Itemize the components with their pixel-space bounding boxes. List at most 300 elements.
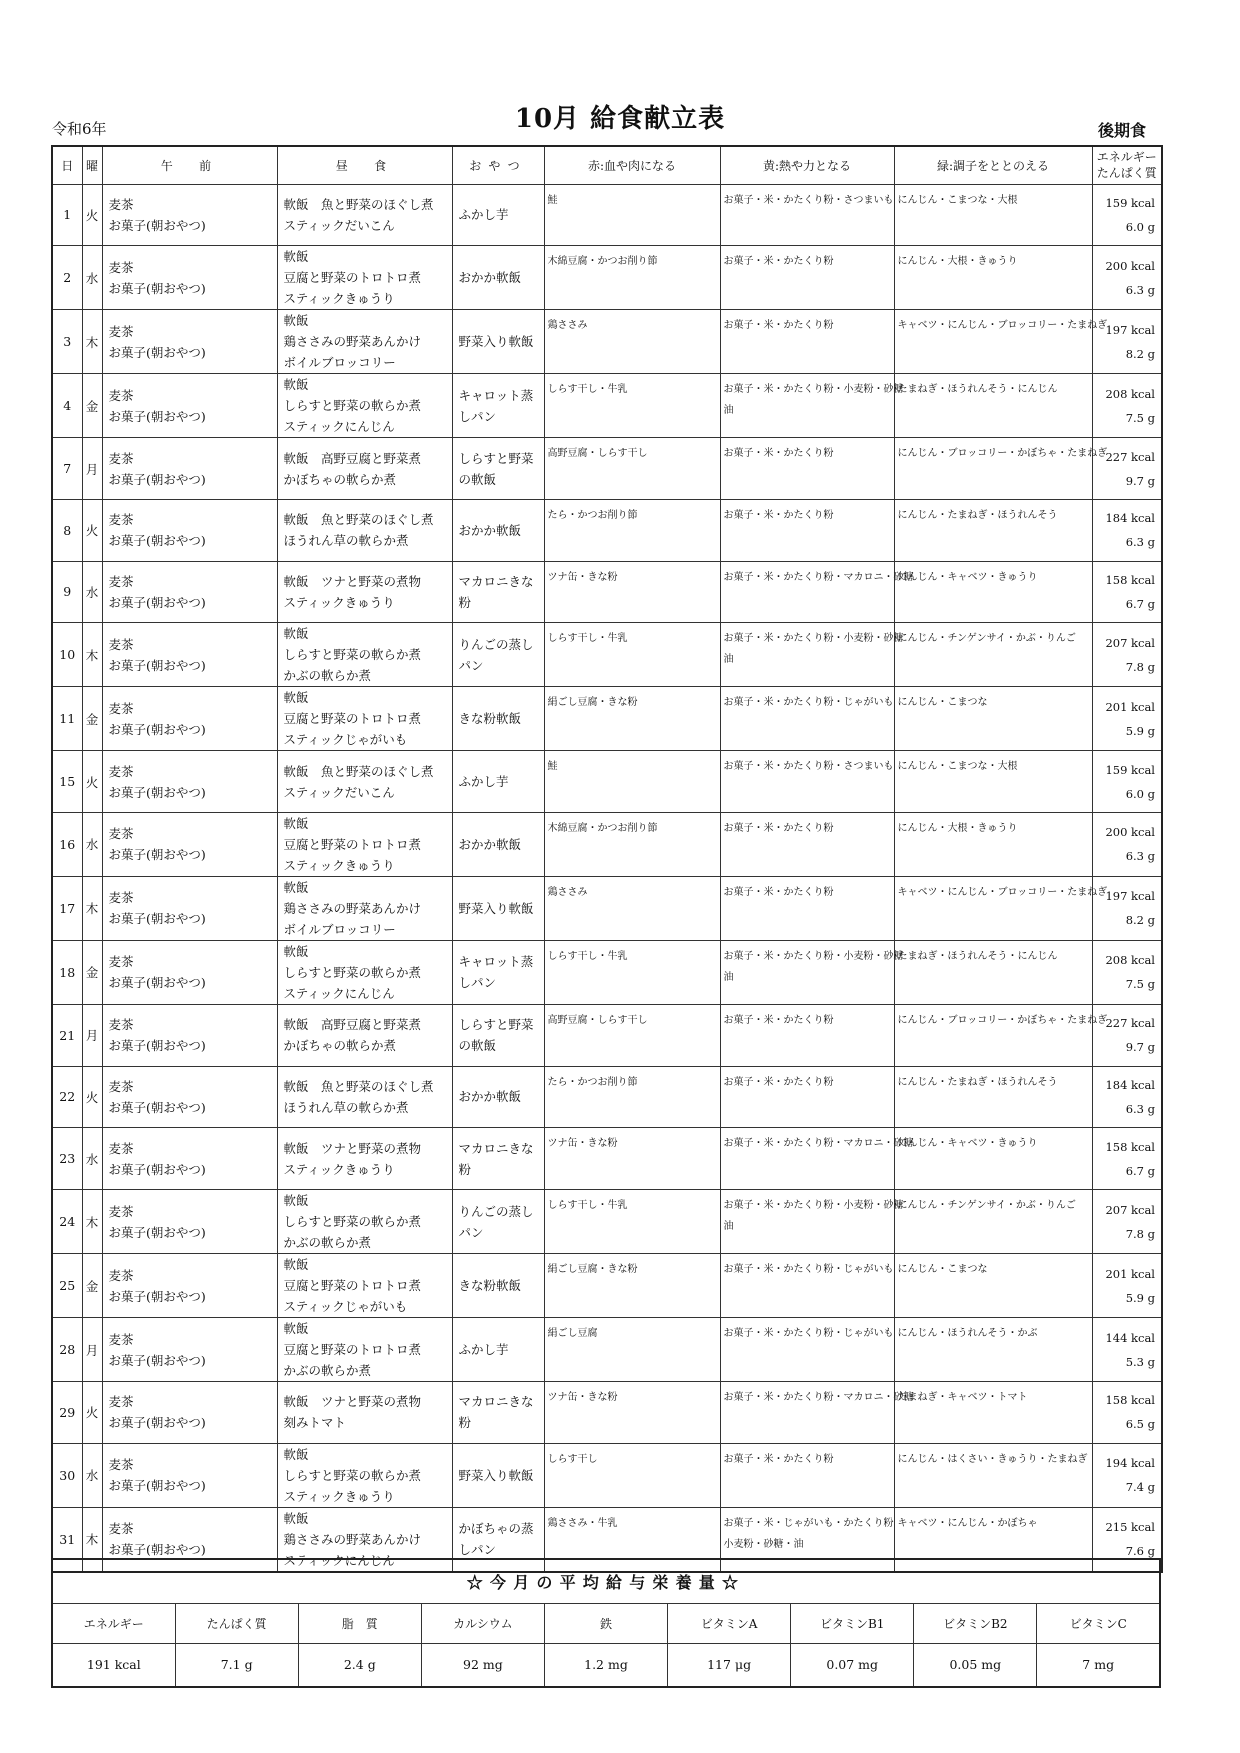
date-cell: 3 [52,310,82,374]
lunch-line: 軟飯 魚と野菜のほぐし煮 [283,1078,434,1094]
average-values-row [52,1643,1160,1687]
energy-value: 200 kcal [1105,825,1155,840]
protein-value: 6.5 g [1125,1417,1155,1432]
snack-cell: 野菜入り軟飯 [452,876,544,940]
lunch-line: 鶏ささみの野菜あんかけ [283,900,422,916]
snack-cell: ふかし芋 [452,184,544,246]
lunch-line: 軟飯 ツナと野菜の煮物 [283,1140,422,1156]
protein-value: 6.3 g [1125,849,1155,864]
date-cell: 7 [52,438,82,500]
green-group-line: にんじん・大根・きゅうり [897,822,1018,834]
energy-value: 158 kcal [1105,1393,1155,1408]
table-row [52,687,1162,751]
morning-line: 麦茶 [108,1140,134,1156]
green-group-cell [894,940,1092,1004]
morning-cell [102,751,277,813]
snack-cell: しらすと野菜の軟飯 [452,438,544,500]
green-group-line: キャベツ・にんじん・ブロッコリー・たまねぎ [897,886,1108,898]
morning-line: 麦茶 [108,450,134,466]
weekday-cell: 水 [82,812,102,876]
average-nutrition-table [51,1558,1161,1688]
morning-line: お菓子(朝おやつ) [108,1161,206,1177]
average-header: 鉄 [544,1603,667,1643]
average-value: 1.2 mg [544,1643,667,1687]
protein-value: 5.9 g [1125,723,1155,738]
yellow-group-cell [720,687,894,751]
green-group-cell [894,1128,1092,1190]
date-cell: 25 [52,1254,82,1318]
morning-line: お菓子(朝おやつ) [108,1542,206,1558]
green-group-cell [894,310,1108,374]
green-group-cell [894,1254,1092,1318]
lunch-cell [277,1318,452,1382]
green-group-line: にんじん・たまねぎ・ほうれんそう [897,1076,1058,1088]
red-group-cell [544,1382,720,1444]
yellow-group-cell [720,623,904,687]
red-group-line: 絹ごし豆腐 [547,1328,598,1339]
lunch-line: 軟飯 [283,1321,309,1336]
date-cell: 17 [52,876,82,940]
green-group-line: にんじん・こまつな・大根 [897,761,1018,773]
nutrition-cell [1092,1128,1162,1190]
energy-value: 201 kcal [1105,1266,1155,1281]
red-group-cell [544,499,720,561]
morning-cell [102,940,277,1004]
date-cell: 23 [52,1128,82,1190]
green-group-line: キャベツ・にんじん・かぼちゃ [897,1517,1038,1529]
lunch-line: かぼちゃの軟らか煮 [283,1038,397,1054]
lunch-cell [277,1443,452,1507]
nutrition-cell [1092,184,1162,246]
protein-value: 7.8 g [1125,1226,1155,1241]
protein-value: 6.0 g [1125,786,1155,801]
yellow-group-cell [720,1066,894,1128]
lunch-cell [277,1254,452,1318]
yellow-group-line: お菓子・米・かたくり粉 [723,1453,834,1465]
snack-cell: きな粉軟飯 [452,1254,544,1318]
green-group-cell [894,184,1092,246]
morning-line: お菓子(朝おやつ) [108,471,206,487]
lunch-line: 軟飯 [283,815,309,831]
yellow-group-cell [720,751,894,813]
green-group-line: にんじん・こまつな・大根 [897,194,1018,206]
red-group-cell [544,940,720,1004]
yellow-group-line: お菓子・米・かたくり粉・小麦粉・砂糖 [723,384,904,396]
yellow-group-line: お菓子・米・じゃがいも・かたくり粉 [723,1517,894,1529]
date-cell: 11 [52,687,82,751]
red-group-cell [544,1254,720,1318]
weekday-cell: 月 [82,1318,102,1382]
yellow-group-line: お菓子・米・かたくり粉・じゃがいも [723,1328,894,1339]
lunch-line: 鶏ささみの野菜あんかけ [283,1531,422,1547]
lunch-line: 鶏ささみの野菜あんかけ [283,334,422,350]
morning-line: 麦茶 [108,323,134,339]
red-group-line: 鮭 [547,194,558,206]
lunch-cell [277,687,452,751]
yellow-group-cell [720,1004,894,1066]
green-group-cell [894,876,1108,940]
menu-body [52,184,1162,1572]
red-group-cell [544,1318,720,1382]
green-group-line: たまねぎ・ほうれんそう・にんじん [897,384,1058,396]
green-group-line: にんじん・チンゲンサイ・かぶ・りんご [897,1200,1076,1211]
lunch-line: スティックじゃがいも [283,732,408,748]
snack-cell: しらすと野菜の軟飯 [452,1004,544,1066]
weekday-cell: 木 [82,623,102,687]
lunch-line: 豆腐と野菜のトロトロ煮 [283,270,422,286]
lunch-line: しらすと野菜の軟らか煮 [283,1214,422,1229]
energy-value: 208 kcal [1105,386,1155,401]
lunch-cell [277,184,452,246]
red-group-cell [544,246,720,310]
yellow-group-line: お菓子・米・かたくり粉・じゃがいも [723,1264,894,1275]
weekday-cell: 水 [82,246,102,310]
date-cell: 1 [52,184,82,246]
yellow-group-line: 小麦粉・砂糖・油 [723,1538,804,1550]
weekday-cell: 金 [82,940,102,1004]
weekday-cell: 木 [82,310,102,374]
morning-line: 麦茶 [108,890,134,906]
green-group-cell [894,1190,1092,1254]
col-dow: 曜 [82,146,102,184]
morning-cell [102,1254,277,1318]
energy-value: 197 kcal [1105,322,1155,337]
morning-cell [102,1382,277,1444]
morning-cell [102,1318,277,1382]
green-group-cell [894,687,1092,751]
morning-line: お菓子(朝おやつ) [108,533,206,549]
protein-value: 6.3 g [1125,535,1155,550]
red-group-cell [544,184,720,246]
weekday-cell: 火 [82,499,102,561]
lunch-line: 軟飯 魚と野菜のほぐし煮 [283,763,434,779]
snack-cell: りんごの蒸しパン [452,1190,544,1254]
table-row [52,499,1162,561]
lunch-cell [277,1382,452,1444]
red-group-cell [544,310,720,374]
protein-value: 7.6 g [1125,1544,1155,1559]
lunch-cell [277,623,452,687]
date-cell: 21 [52,1004,82,1066]
morning-cell [102,1443,277,1507]
yellow-group-line: お菓子・米・かたくり粉・じゃがいも [723,697,894,709]
red-group-line: たら・かつお削り節 [547,509,638,521]
table-row [52,438,1162,500]
red-group-line: たら・かつお削り節 [547,1076,638,1088]
lunch-line: スティックきゅうり [283,291,395,307]
red-group-cell [544,438,720,500]
protein-value: 8.2 g [1125,346,1155,361]
table-row [52,876,1162,940]
red-group-line: 鶏ささみ [547,320,588,332]
morning-cell [102,438,277,500]
lunch-cell [277,876,452,940]
lunch-cell [277,1190,452,1254]
red-group-line: しらす干し [547,1453,598,1465]
average-header: ビタミンA [668,1603,791,1643]
green-group-line: にんじん・チンゲンサイ・かぶ・りんご [897,633,1076,645]
morning-cell [102,1066,277,1128]
lunch-line: 軟飯 高野豆腐と野菜煮 [283,450,422,466]
nutrition-cell [1092,751,1162,813]
morning-line: 麦茶 [108,1017,134,1033]
green-group-cell [894,1382,1092,1444]
nutrition-cell [1092,1004,1162,1066]
morning-line: 麦茶 [108,512,134,528]
red-group-cell [544,812,720,876]
protein-value: 8.2 g [1125,913,1155,928]
green-group-cell [894,1004,1108,1066]
lunch-line: 軟飯 [283,377,309,393]
morning-line: 麦茶 [108,1078,134,1094]
col-yellow: 黄:熱や力となる [720,146,894,184]
morning-line: 麦茶 [108,1203,134,1219]
lunch-line: かぼちゃの軟らか煮 [283,471,397,487]
weekday-cell: 月 [82,438,102,500]
green-group-cell [894,751,1092,813]
energy-value: 159 kcal [1105,195,1155,210]
snack-cell: りんごの蒸しパン [452,623,544,687]
average-header: ビタミンC [1037,1603,1160,1643]
yellow-group-line: 油 [723,971,734,983]
protein-value: 7.5 g [1125,410,1155,425]
lunch-line: 軟飯 [283,943,309,959]
table-row [52,1443,1162,1507]
lunch-cell [277,1066,452,1128]
nutrition-cell [1092,940,1162,1004]
yellow-group-cell [720,310,894,374]
yellow-group-cell [720,184,894,246]
col-energy: エネルギー [1096,150,1157,165]
green-group-cell [894,438,1108,500]
morning-cell [102,246,277,310]
col-red: 赤:血や肉になる [544,146,720,184]
red-group-cell [544,1004,720,1066]
snack-cell: きな粉軟飯 [452,687,544,751]
energy-value: 184 kcal [1105,1077,1155,1092]
morning-cell [102,499,277,561]
date-cell: 10 [52,623,82,687]
lunch-line: 軟飯 ツナと野菜の煮物 [283,1394,422,1410]
green-group-cell [894,812,1092,876]
snack-cell: 野菜入り軟飯 [452,1443,544,1507]
table-row [52,812,1162,876]
morning-line: 麦茶 [108,1457,134,1473]
yellow-group-line: お菓子・米・かたくり粉・さつまいも [723,194,894,206]
energy-value: 194 kcal [1105,1456,1155,1471]
date-cell: 29 [52,1382,82,1444]
lunch-line: スティックじゃがいも [283,1299,408,1314]
weekday-cell: 木 [82,876,102,940]
date-cell: 28 [52,1318,82,1382]
snack-cell: おかか軟飯 [452,499,544,561]
snack-cell: 野菜入り軟飯 [452,310,544,374]
yellow-group-cell [720,940,904,1004]
energy-value: 159 kcal [1105,762,1155,777]
meal-period: 後期食 [1098,121,1147,140]
red-group-line: しらす干し・牛乳 [547,1200,628,1211]
morning-cell [102,1004,277,1066]
morning-line: お菓子(朝おやつ) [108,1099,206,1115]
morning-line: 麦茶 [108,826,134,842]
era-year: 令和6年 [52,120,107,138]
weekday-cell: 水 [82,1443,102,1507]
protein-value: 6.3 g [1125,1101,1155,1116]
lunch-cell [277,246,452,310]
yellow-group-cell [720,1382,914,1444]
morning-line: 麦茶 [108,1394,134,1410]
nutrition-cell [1092,1318,1162,1382]
red-group-cell [544,687,720,751]
yellow-group-line: 油 [723,405,734,417]
red-group-cell [544,561,720,623]
yellow-group-line: お菓子・米・かたくり粉 [723,1014,834,1026]
col-snack: おやつ [452,146,544,184]
morning-cell [102,184,277,246]
morning-cell [102,623,277,687]
yellow-group-cell [720,246,894,310]
average-value: 92 mg [421,1643,544,1687]
average-header: ビタミンB1 [791,1603,914,1643]
yellow-group-line: お菓子・米・かたくり粉・さつまいも [723,761,894,773]
snack-cell: おかか軟飯 [452,1066,544,1128]
weekday-cell: 木 [82,1507,102,1572]
lunch-cell [277,499,452,561]
yellow-group-cell [720,876,894,940]
lunch-line: ボイルブロッコリー [283,921,396,937]
table-row [52,940,1162,1004]
weekday-cell: 水 [82,561,102,623]
lunch-line: スティックにんじん [283,419,395,435]
green-group-line: にんじん・ブロッコリー・かぼちゃ・たまねぎ [897,1014,1108,1026]
lunch-cell [277,561,452,623]
morning-cell [102,374,277,438]
table-row [52,184,1162,246]
snack-cell: おかか軟飯 [452,246,544,310]
snack-cell: キャロット蒸しパン [452,374,544,438]
morning-line: お菓子(朝おやつ) [108,1224,206,1240]
nutrition-cell [1092,812,1162,876]
morning-line: お菓子(朝おやつ) [108,975,206,991]
green-group-line: にんじん・たまねぎ・ほうれんそう [897,509,1058,521]
average-value: 0.07 mg [791,1643,914,1687]
weekday-cell: 木 [82,1190,102,1254]
morning-cell [102,687,277,751]
red-group-cell [544,1066,720,1128]
protein-value: 6.3 g [1125,282,1155,297]
average-value: 0.05 mg [914,1643,1037,1687]
energy-value: 158 kcal [1105,572,1155,587]
green-group-line: にんじん・キャベツ・きゅうり [897,571,1038,583]
yellow-group-cell [720,1128,914,1190]
snack-cell: ふかし芋 [452,751,544,813]
nutrition-cell [1092,1066,1162,1128]
average-header: カルシウム [421,1603,544,1643]
lunch-line: かぶの軟らか煮 [283,1235,372,1250]
morning-line: 麦茶 [108,954,134,970]
energy-value: 215 kcal [1105,1520,1155,1535]
lunch-line: 豆腐と野菜のトロトロ煮 [283,1342,422,1357]
table-row [52,1066,1162,1128]
yellow-group-cell [720,1254,894,1318]
table-row [52,1382,1162,1444]
morning-line: 麦茶 [108,196,134,212]
green-group-line: にんじん・ほうれんそう・かぶ [897,1328,1038,1339]
energy-value: 227 kcal [1105,1016,1155,1031]
table-row [52,623,1162,687]
morning-line: お菓子(朝おやつ) [108,217,206,233]
table-row [52,561,1162,623]
lunch-line: 軟飯 [283,879,309,895]
red-group-cell [544,623,720,687]
nutrition-cell [1092,1254,1162,1318]
morning-line: お菓子(朝おやつ) [108,1478,206,1494]
snack-cell: ふかし芋 [452,1318,544,1382]
lunch-line: 軟飯 [283,313,309,329]
date-cell: 24 [52,1190,82,1254]
green-group-cell [894,1318,1092,1382]
lunch-line: スティックきゅうり [283,857,395,873]
red-group-line: 木綿豆腐・かつお削り節 [547,822,658,834]
green-group-line: たまねぎ・ほうれんそう・にんじん [897,950,1058,962]
lunch-line: 軟飯 [283,690,309,706]
table-row [52,1128,1162,1190]
table-row [52,374,1162,438]
energy-value: 200 kcal [1105,258,1155,273]
average-value: 7 mg [1037,1643,1160,1687]
weekday-cell: 火 [82,184,102,246]
lunch-line: しらすと野菜の軟らか煮 [283,1467,422,1483]
table-row [52,1190,1162,1254]
protein-value: 9.7 g [1125,473,1155,488]
weekday-cell: 火 [82,1066,102,1128]
lunch-line: 軟飯 [283,1510,309,1526]
red-group-line: 高野豆腐・しらす干し [547,1014,648,1026]
yellow-group-line: お菓子・米・かたくり粉 [723,822,834,834]
green-group-cell [894,1443,1092,1507]
yellow-group-line: お菓子・米・かたくり粉・小麦粉・砂糖 [723,633,904,645]
morning-line: 麦茶 [108,763,134,779]
yellow-group-cell [720,1318,894,1382]
morning-line: 麦茶 [108,387,134,403]
morning-line: 麦茶 [108,700,134,716]
snack-cell: マカロニきな粉 [452,1382,544,1444]
yellow-group-line: お菓子・米・かたくり粉・マカロニ・砂糖 [723,1138,914,1150]
lunch-line: スティックだいこん [283,784,395,800]
yellow-group-cell [720,1443,894,1507]
morning-line: 麦茶 [108,636,134,652]
yellow-group-line: 油 [723,654,734,666]
morning-line: 麦茶 [108,1521,134,1537]
yellow-group-cell [720,438,894,500]
date-cell: 30 [52,1443,82,1507]
green-group-line: にんじん・こまつな [897,697,988,709]
weekday-cell: 金 [82,374,102,438]
morning-cell [102,1190,277,1254]
lunch-line: 刻みトマト [283,1415,347,1431]
energy-value: 227 kcal [1105,449,1155,464]
yellow-group-cell [720,812,894,876]
snack-cell: かぼちゃの蒸しパン [452,1507,544,1572]
lunch-line: ボイルブロッコリー [283,355,396,371]
lunch-cell [277,940,452,1004]
yellow-group-cell [720,1190,904,1254]
date-cell: 8 [52,499,82,561]
morning-line: お菓子(朝おやつ) [108,1352,206,1368]
date-cell: 2 [52,246,82,310]
green-group-line: にんじん・キャベツ・きゅうり [897,1138,1038,1150]
morning-line: お菓子(朝おやつ) [108,847,206,863]
